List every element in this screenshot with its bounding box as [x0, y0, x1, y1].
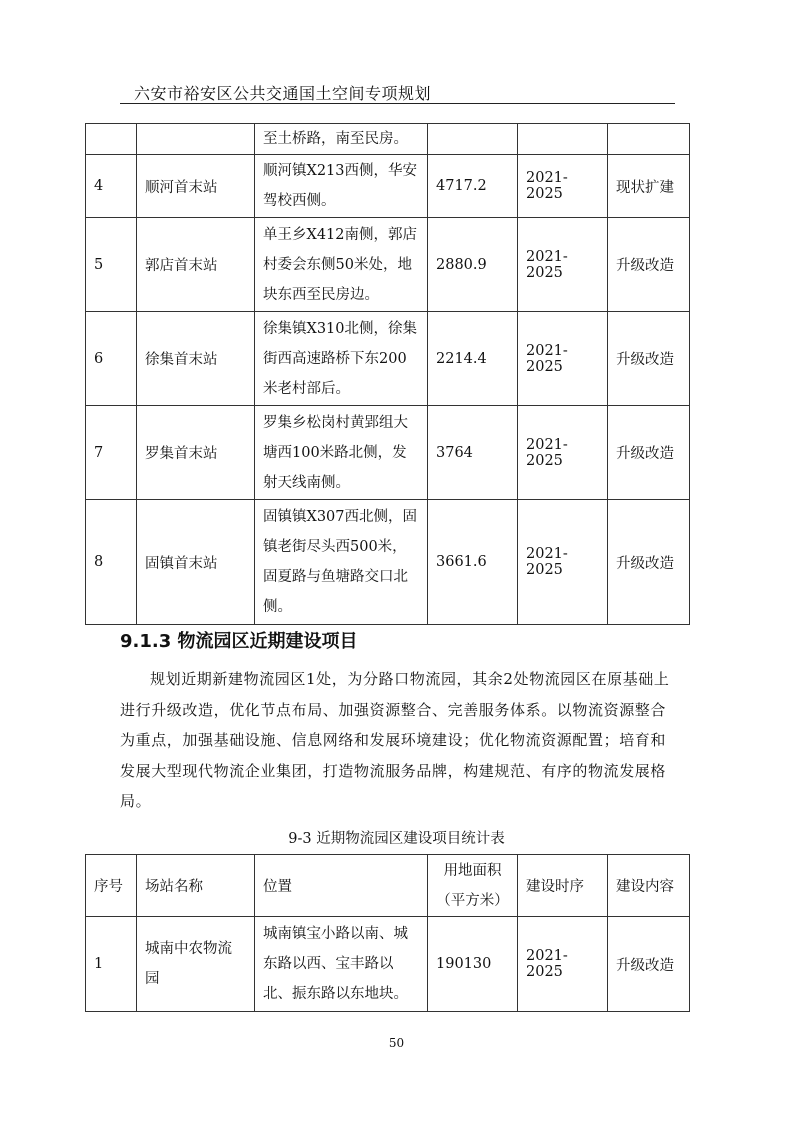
- section-paragraph: 规划近期新建物流园区1处，为分路口物流园，其余2处物流园区在原基础上进行升级改造，优化节点布局、加强资源整合、完善服务体系。以物流资源整合为重点，加强基础设施、信息网络和发展环境建设；优化物流资源配置；培育和发展大型现代物流企业集团，打造物流服务品牌，构建规范、有序的物流发展格局。: [120, 670, 670, 810]
- cell-area: [428, 124, 518, 155]
- cell-station-name: 顺河首末站: [137, 155, 255, 218]
- cell-period: 2021-2025: [518, 155, 608, 218]
- page-number: 50: [388, 1036, 405, 1050]
- cell-location: 徐集镇X310北侧，徐集街西高速路桥下东200米老村部后。: [255, 312, 428, 406]
- cell-location: 城南镇宝小路以南、城东路以西、宝丰路以北、振东路以东地块。: [255, 917, 428, 1012]
- header-location: 位置: [255, 855, 428, 917]
- cell-content: 升级改造: [608, 218, 690, 312]
- cell-area: 2214.4: [428, 312, 518, 406]
- cell-area: 4717.2: [428, 155, 518, 218]
- bus-terminal-table: [85, 123, 690, 625]
- cell-station-name: 固镇首末站: [137, 500, 255, 625]
- header-station-name: 场站名称: [137, 855, 255, 917]
- cell-number: [86, 124, 137, 155]
- cell-content: 升级改造: [608, 312, 690, 406]
- cell-period: 2021-2025: [518, 312, 608, 406]
- logistics-park-table: [85, 854, 690, 1012]
- cell-number: 5: [86, 218, 137, 312]
- cell-content: [608, 124, 690, 155]
- cell-number: 4: [86, 155, 137, 218]
- table-caption: 9-3 近期物流园区建设项目统计表: [288, 831, 505, 847]
- cell-number: 7: [86, 406, 137, 500]
- cell-period: 2021-2025: [518, 500, 608, 625]
- cell-station-name: 城南中农物流园: [137, 917, 255, 1012]
- table-row: [86, 406, 690, 500]
- header-period: 建设时序: [518, 855, 608, 917]
- table-row: [86, 124, 690, 155]
- cell-period: 2021-2025: [518, 406, 608, 500]
- cell-number: 1: [86, 917, 137, 1012]
- cell-location: 顺河镇X213西侧，华安驾校西侧。: [255, 155, 428, 218]
- cell-station-name: [137, 124, 255, 155]
- cell-content: 现状扩建: [608, 155, 690, 218]
- table-row: [86, 312, 690, 406]
- table-row: [86, 155, 690, 218]
- cell-station-name: 徐集首末站: [137, 312, 255, 406]
- cell-number: 6: [86, 312, 137, 406]
- cell-content: 升级改造: [608, 917, 690, 1012]
- cell-station-name: 郭店首末站: [137, 218, 255, 312]
- cell-location: 单王乡X412南侧，郭店村委会东侧50米处，地块东西至民房边。: [255, 218, 428, 312]
- cell-period: 2021-2025: [518, 917, 608, 1012]
- cell-period: 2021-2025: [518, 218, 608, 312]
- cell-area: 3764: [428, 406, 518, 500]
- cell-location: 至土桥路，南至民房。: [255, 124, 428, 155]
- header-divider: [120, 103, 675, 104]
- cell-content: 升级改造: [608, 406, 690, 500]
- table-row: [86, 917, 690, 1012]
- cell-area: 2880.9: [428, 218, 518, 312]
- document-header-title: 六安市裕安区公共交通国土空间专项规划: [134, 84, 432, 103]
- cell-number: 8: [86, 500, 137, 625]
- section-heading: 9.1.3 物流园区近期建设项目: [120, 631, 358, 652]
- cell-station-name: 罗集首末站: [137, 406, 255, 500]
- cell-location: 固镇镇X307西北侧，固镇老街尽头西500米，固夏路与鱼塘路交口北侧。: [255, 500, 428, 625]
- table-row: [86, 218, 690, 312]
- header-number: 序号: [86, 855, 137, 917]
- cell-location: 罗集乡松岗村黄郢组大塘西100米路北侧，发射天线南侧。: [255, 406, 428, 500]
- header-content: 建设内容: [608, 855, 690, 917]
- header-area: 用地面积（平方米）: [428, 855, 518, 917]
- table-row: [86, 500, 690, 625]
- cell-period: [518, 124, 608, 155]
- cell-area: 3661.6: [428, 500, 518, 625]
- cell-content: 升级改造: [608, 500, 690, 625]
- cell-area: 190130: [428, 917, 518, 1012]
- table-header-row: [86, 855, 690, 917]
